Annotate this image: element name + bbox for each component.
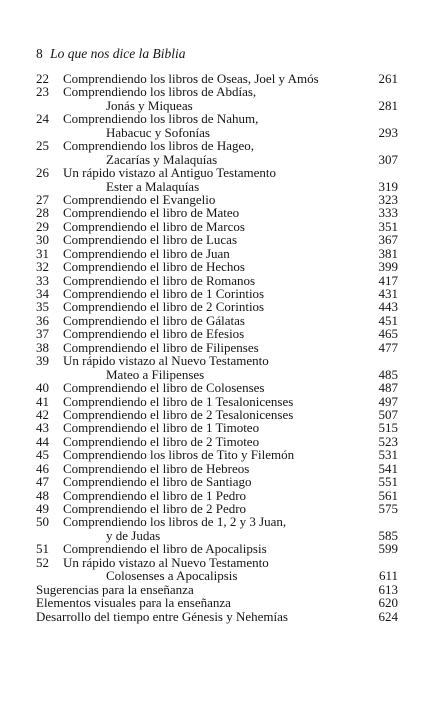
page-number: 319 bbox=[378, 178, 398, 194]
chapter-title: Comprendiendo los libros de Oseas, Joel y Amós bbox=[63, 71, 319, 86]
chapter-title: Comprendiendo el libro de Filipenses bbox=[63, 339, 259, 355]
toc-row bbox=[36, 381, 398, 394]
chapter-number: 51 bbox=[36, 541, 49, 557]
chapter-number: 38 bbox=[36, 339, 49, 355]
toc-row bbox=[36, 583, 398, 596]
chapter-number: 48 bbox=[36, 487, 49, 503]
chapter-number: 35 bbox=[36, 299, 49, 315]
chapter-number: 45 bbox=[36, 447, 49, 463]
toc-row bbox=[36, 408, 398, 421]
chapter-number: 34 bbox=[36, 286, 49, 301]
page-number: 551 bbox=[378, 474, 398, 490]
toc-row bbox=[36, 247, 398, 260]
page-number: 451 bbox=[378, 312, 398, 328]
toc-row bbox=[36, 435, 398, 448]
toc-row bbox=[36, 341, 398, 354]
toc-row bbox=[36, 475, 398, 488]
toc-row bbox=[36, 180, 398, 193]
page-number: 531 bbox=[378, 447, 398, 463]
toc-row bbox=[36, 153, 398, 166]
chapter-title: Comprendiendo el libro de 1 Tesalonicenses bbox=[63, 393, 294, 409]
chapter-title: Un rápido vistazo al Nuevo Testamento bbox=[63, 554, 269, 570]
toc-row bbox=[36, 233, 398, 246]
toc-row bbox=[36, 193, 398, 206]
chapter-title: Comprendiendo el Evangelio bbox=[63, 191, 216, 207]
toc-row bbox=[36, 556, 398, 569]
toc-row bbox=[36, 462, 398, 475]
chapter-title: Elementos visuales para la enseñanza bbox=[36, 595, 231, 611]
page-number: 585 bbox=[378, 527, 398, 543]
toc-row bbox=[36, 139, 398, 152]
page-number: 507 bbox=[378, 406, 398, 422]
chapter-title: Habacuc y Sofonías bbox=[106, 124, 210, 140]
page-number: 307 bbox=[378, 151, 398, 167]
chapter-number: 33 bbox=[36, 272, 49, 288]
page-number: 485 bbox=[378, 366, 398, 382]
page-number: 620 bbox=[378, 595, 398, 611]
chapter-title: Comprendiendo el libro de Apocalipsis bbox=[63, 541, 267, 557]
toc-row bbox=[36, 327, 398, 340]
chapter-title: Comprendiendo los libros de Nahum, bbox=[63, 111, 259, 127]
chapter-title: Un rápido vistazo al Nuevo Testamento bbox=[63, 353, 269, 369]
toc-row bbox=[36, 206, 398, 219]
chapter-title: Comprendiendo el libro de Santiago bbox=[63, 474, 252, 490]
page-number: 541 bbox=[378, 460, 398, 476]
chapter-title: Comprendiendo los libros de Tito y Filemón bbox=[63, 447, 295, 463]
page-number: 417 bbox=[378, 272, 398, 288]
chapter-title: Comprendiendo los libros de Abdías, bbox=[63, 84, 257, 100]
chapter-title: Comprendiendo el libro de Efesios bbox=[63, 326, 245, 342]
chapter-title: Comprendiendo el libro de Gálatas bbox=[63, 312, 245, 328]
toc-row bbox=[36, 542, 398, 555]
chapter-title: Comprendiendo el libro de Hechos bbox=[63, 259, 245, 275]
page-number: 381 bbox=[378, 245, 398, 261]
chapter-number: 46 bbox=[36, 460, 49, 476]
toc-row bbox=[36, 300, 398, 313]
toc-row bbox=[36, 421, 398, 434]
toc-row bbox=[36, 354, 398, 367]
chapter-title: y de Judas bbox=[106, 527, 161, 543]
chapter-number: 37 bbox=[36, 326, 49, 342]
page-number: 431 bbox=[378, 286, 398, 301]
toc-row bbox=[36, 112, 398, 125]
chapter-number: 26 bbox=[36, 165, 49, 181]
chapter-number: 47 bbox=[36, 474, 49, 490]
toc-row bbox=[36, 260, 398, 273]
toc-row bbox=[36, 166, 398, 179]
page-number: 613 bbox=[378, 581, 398, 597]
page-number: 497 bbox=[378, 393, 398, 409]
chapter-title: Comprendiendo el libro de Juan bbox=[63, 245, 230, 261]
chapter-title: Ester a Malaquías bbox=[106, 178, 200, 194]
chapter-title: Comprendiendo el libro de 2 Pedro bbox=[63, 501, 247, 516]
chapter-title: Comprendiendo el libro de Romanos bbox=[63, 272, 256, 288]
chapter-number: 32 bbox=[36, 259, 49, 275]
page-number: 293 bbox=[378, 124, 398, 140]
header-page-number: 8 bbox=[36, 46, 43, 61]
chapter-title: Comprendiendo el libro de 1 Timoteo bbox=[63, 420, 260, 436]
page-number: 261 bbox=[378, 71, 398, 86]
chapter-title: Colosenses a Apocalipsis bbox=[106, 568, 238, 584]
chapter-title: Comprendiendo los libros de Hageo, bbox=[63, 138, 254, 154]
chapter-title: Zacarías y Malaquías bbox=[106, 151, 218, 167]
chapter-number: 44 bbox=[36, 433, 49, 449]
table-of-contents bbox=[36, 72, 398, 623]
page-number: 323 bbox=[378, 191, 398, 207]
chapter-title: Comprendiendo el libro de Hebreos bbox=[63, 460, 250, 476]
page-number: 523 bbox=[378, 433, 398, 449]
chapter-title: Comprendiendo el libro de 1 Pedro bbox=[63, 487, 247, 503]
toc-row bbox=[36, 220, 398, 233]
page-number: 465 bbox=[378, 326, 398, 342]
toc-row bbox=[36, 368, 398, 381]
chapter-title: Comprendiendo el libro de Marcos bbox=[63, 218, 245, 234]
toc-row bbox=[36, 99, 398, 112]
toc-row bbox=[36, 502, 398, 515]
chapter-title: Comprendiendo los libros de 1, 2 y 3 Juan, bbox=[63, 514, 287, 530]
chapter-title: Comprendiendo el libro de Mateo bbox=[63, 205, 240, 221]
chapter-number: 31 bbox=[36, 245, 49, 261]
page-number: 367 bbox=[378, 232, 398, 248]
chapter-number: 40 bbox=[36, 380, 49, 396]
page-number: 561 bbox=[378, 487, 398, 503]
page-number: 515 bbox=[378, 420, 398, 436]
chapter-number: 42 bbox=[36, 406, 49, 422]
toc-row bbox=[36, 314, 398, 327]
page-number: 351 bbox=[378, 218, 398, 234]
page-number: 611 bbox=[378, 568, 398, 584]
chapter-number: 30 bbox=[36, 232, 49, 248]
toc-row bbox=[36, 395, 398, 408]
chapter-number: 39 bbox=[36, 353, 49, 369]
toc-row bbox=[36, 448, 398, 461]
toc-row bbox=[36, 72, 398, 85]
toc-row bbox=[36, 596, 398, 609]
running-header bbox=[36, 46, 186, 62]
page-number: 624 bbox=[378, 608, 398, 624]
chapter-number: 50 bbox=[36, 514, 49, 530]
toc-row bbox=[36, 85, 398, 98]
chapter-number: 22 bbox=[36, 71, 49, 86]
chapter-title: Comprendiendo el libro de 2 Timoteo bbox=[63, 433, 260, 449]
page-number: 487 bbox=[378, 380, 398, 396]
toc-row bbox=[36, 569, 398, 582]
chapter-number: 52 bbox=[36, 554, 49, 570]
toc-row bbox=[36, 529, 398, 542]
chapter-number: 49 bbox=[36, 501, 49, 516]
chapter-title: Desarrollo del tiempo entre Génesis y Nehemías bbox=[36, 608, 288, 624]
toc-row bbox=[36, 126, 398, 139]
chapter-number: 24 bbox=[36, 111, 49, 127]
toc-row bbox=[36, 287, 398, 300]
chapter-number: 43 bbox=[36, 420, 49, 436]
chapter-number: 23 bbox=[36, 84, 49, 100]
chapter-number: 28 bbox=[36, 205, 49, 221]
chapter-title: Sugerencias para la enseñanza bbox=[36, 581, 194, 597]
chapter-number: 36 bbox=[36, 312, 49, 328]
chapter-title: Mateo a Filipenses bbox=[106, 366, 205, 382]
page-number: 399 bbox=[378, 259, 398, 275]
chapter-title: Jonás y Miqueas bbox=[106, 97, 193, 113]
chapter-title: Un rápido vistazo al Antiguo Testamento bbox=[63, 165, 276, 181]
page-number: 443 bbox=[378, 299, 398, 315]
toc-row bbox=[36, 610, 398, 623]
chapter-number: 25 bbox=[36, 138, 49, 154]
chapter-title: Comprendiendo el libro de Lucas bbox=[63, 232, 238, 248]
toc-row bbox=[36, 515, 398, 528]
toc-row bbox=[36, 489, 398, 502]
header-book-title: Lo que nos dice la Biblia bbox=[50, 46, 186, 61]
chapter-title: Comprendiendo el libro de 1 Corintios bbox=[63, 286, 265, 301]
chapter-title: Comprendiendo el libro de 2 Tesalonicenses bbox=[63, 406, 294, 422]
toc-row bbox=[36, 274, 398, 287]
page-number: 477 bbox=[378, 339, 398, 355]
page-number: 333 bbox=[378, 205, 398, 221]
page-number: 575 bbox=[378, 501, 398, 516]
chapter-number: 27 bbox=[36, 191, 49, 207]
chapter-title: Comprendiendo el libro de Colosenses bbox=[63, 380, 265, 396]
chapter-title: Comprendiendo el libro de 2 Corintios bbox=[63, 299, 265, 315]
chapter-number: 29 bbox=[36, 218, 49, 234]
chapter-number: 41 bbox=[36, 393, 49, 409]
page-number: 599 bbox=[378, 541, 398, 557]
page-number: 281 bbox=[378, 97, 398, 113]
